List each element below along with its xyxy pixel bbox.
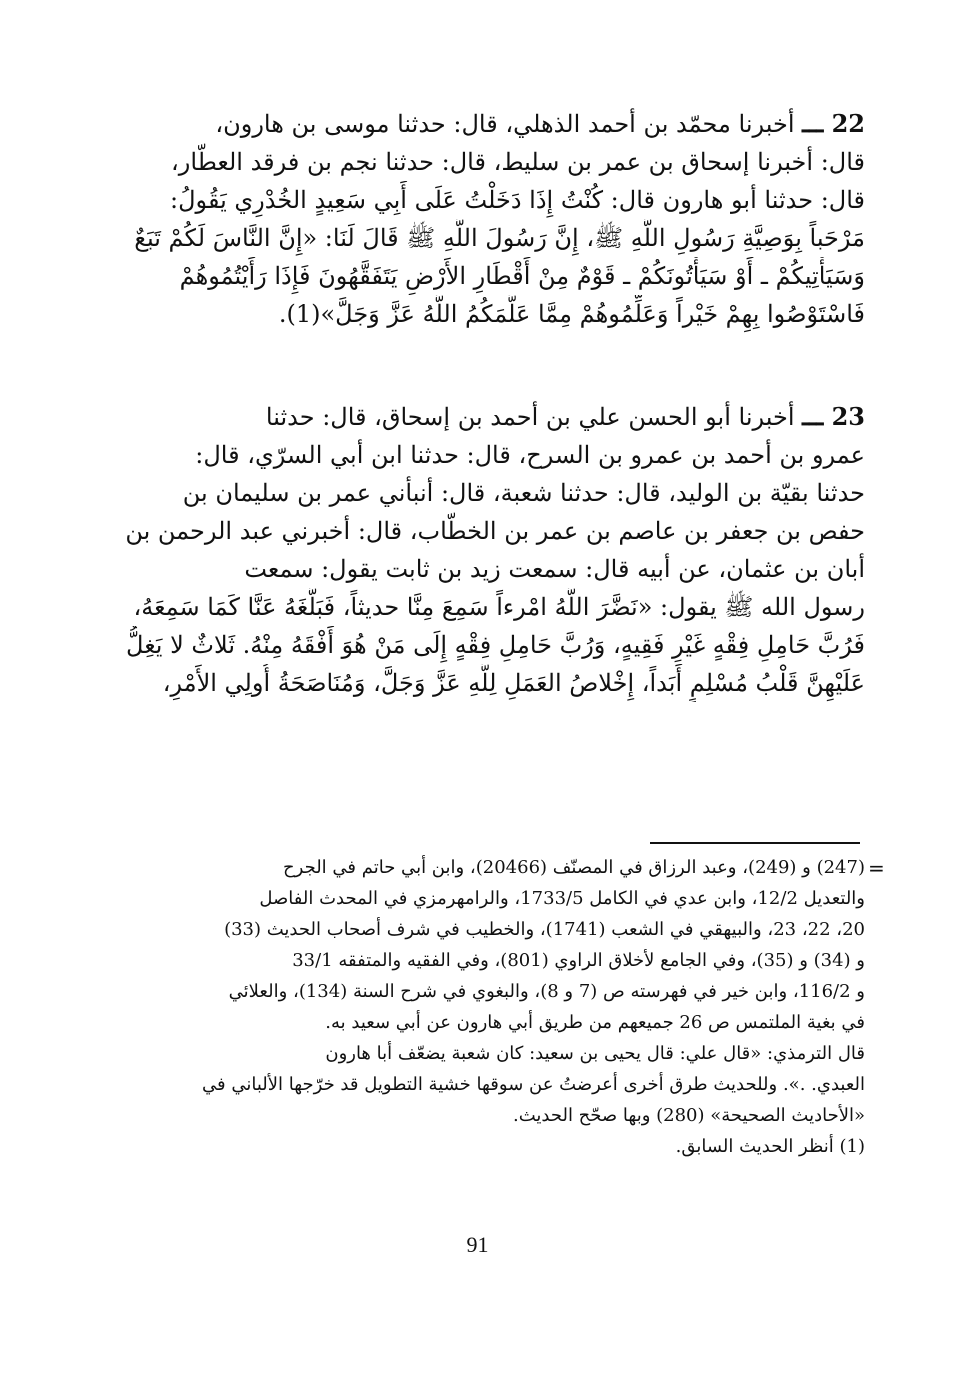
footnote-line: في بغية الملتمس ص 26 جميعهم من طريق أبي هارون عن أبي سعيد به. [325, 1012, 865, 1033]
text-line: قال: حدثنا أبو هارون قال: كُنْتُ إِذَا دَخَلْتُ عَلَى أَبِي سَعِيدٍ الخُدْرِي يَقُولُ: [170, 186, 865, 214]
footnote-line: و (34) و (35)، وفي الجامع لأخلاق الراوي (801)، وفي الفقيه والمتفقه 33/1 [292, 950, 865, 971]
text-line: أبان بن عثمان، عن أبيه قال: سمعت زيد بن ثابت يقول: سمعت [244, 555, 865, 583]
text-line: 22 ـــ أخبرنا محمّد بن أحمد الذهلي، قال: حدثنا موسى بن هارون، [215, 109, 865, 138]
hadith-number: 23 ـــ [802, 402, 865, 431]
footnote-line: 20، 22، 23، والبيهقي في الشعب (1741)، والخطيب في شرف أصحاب الحديث (33) [224, 919, 865, 940]
footnotes-block [105, 852, 865, 1162]
text-line: عمرو بن أحمد بن عمرو بن السرح، قال: حدثنا ابن أبي السرّي، قال: [195, 441, 865, 469]
text-line: 23 ـــ أخبرنا أبو الحسن علي بن أحمد بن إسحاق، قال: حدثنا [265, 402, 865, 431]
text-line: فَرُبَّ حَامِلِ فِقْهٍ غَيْرِ فَقِيهٍ، وَرُبَّ حَامِلِ فِقْهٍ إِلَى مَنْ هُوَ أَفْقَهُ مِنْهُ. ثَلاثٌ لا يَغِلُّ [126, 631, 865, 659]
text-line: قال: أخبرنا إسحاق بن عمر بن سليط، قال: حدثنا نجم بن فرقد العطّار، [171, 148, 865, 176]
footnote-line: والتعديل 12/2، وابن عدي في الكامل 1733/5، والرامهرمزي في المحدث الفاصل [259, 888, 865, 909]
footnote-line: (247) و (249)، وعبد الرزاق في المصنّف (20466)، وابن أبي حاتم في الجرح [283, 857, 865, 878]
hadith-22-paragraph [105, 105, 865, 333]
footnote-continuation-mark: = [868, 856, 885, 880]
footnote-line: قال الترمذي: «قال علي: قال يحيى بن سعيد: كان شعبة يضعّف أبا هارون [325, 1043, 865, 1064]
footnote-line: (1) أنظر الحديث السابق. [675, 1136, 865, 1157]
footnote-line: و 116/2، وابن خير في فهرسته ص (7 و 8)، والبغوي في شرح السنة (134)، والعلائي [228, 981, 865, 1002]
text-line: رسول الله ﷺ يقول: «نَضَّرَ اللَّهُ امْرءاً سَمِعَ مِنَّا حديثاً، فَبَلَّغَهُ عَنَّا كَمَا سَمِعَهُ، [133, 593, 865, 621]
hadith-number: 22 ـــ [802, 109, 865, 138]
page-number: 91 [466, 1232, 489, 1257]
footnote-line: العبدي. .». وللحديث طرق أخرى أعرضتُ عن سوقها خشية التطويل قد خرّجها الألباني في [202, 1074, 865, 1095]
text-line: حفص بن جعفر بن عاصم بن عمر بن الخطّاب، قال: أخبرني عبد الرحمن بن [125, 517, 865, 545]
text-line: عَلَيْهِنَّ قَلْبُ مُسْلِمٍ أَبَداً، إِخْلاصُ العَمَلِ لِلَّهِ عَزَّ وَجَلَّ، وَمُنَاصَحَةُ أُولِي الأَمْرِ، [162, 669, 865, 697]
text-line: مَرْحَباً بِوَصِيَّةِ رَسُولِ اللَّهِ ﷺ، إِنَّ رَسُولَ اللَّهِ ﷺ قَالَ لَنَا: «إِنَّ النَّاسَ لَكُمْ تَبَعٌ [134, 224, 865, 252]
footnote-separator [650, 842, 860, 844]
footnote-line: «الأحاديث الصحيحة» (280) وبها صحّح الحديث. [513, 1105, 865, 1126]
text-line: فَاسْتَوْصُوا بِهِمْ خَيْراً وَعَلِّمُوهُمْ مِمَّا عَلَّمَكُمُ اللَّهُ عَزَّ وَجَلَّ»(1). [278, 300, 865, 328]
hadith-23-paragraph [105, 398, 865, 702]
text-line: حدثنا بقيّة بن الوليد، قال: حدثنا شعبة، قال: أنبأني عمر بن سليمان بن [182, 479, 865, 507]
text-line: وَسَيَأْتِيكُمْ ـ أَوْ سَيَأْتُونَكُمْ ـ قَوْمٌ مِنْ أَقْطَارِ الأَرْضِ يَتَفَقَّهُونَ فَإِذَا رَأَيْتُمُوهُمْ [179, 262, 865, 290]
